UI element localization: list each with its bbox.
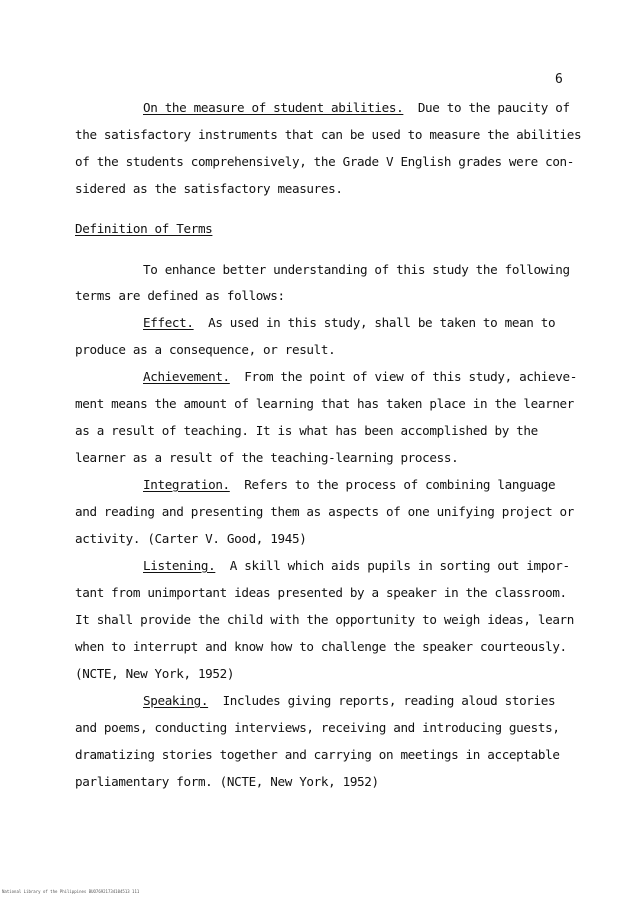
paragraph-line: learner as a result of the teaching-learning process. — [75, 450, 459, 465]
paragraph-line: terms are defined as follows: — [75, 288, 285, 303]
paragraph-line: and reading and presenting them as aspects of one unifying project or — [75, 504, 575, 519]
paragraph-line: when to interrupt and know how to challenge the speaker courteously. — [75, 639, 567, 654]
paragraph-line: as a result of teaching. It is what has been accomplished by the — [75, 423, 538, 438]
definition-effect: Effect. As used in this study, shall be taken to mean to — [143, 315, 556, 330]
paragraph-line: of the students comprehensively, the Grade V English grades were con- — [75, 154, 575, 169]
paragraph-line: produce as a consequence, or result. — [75, 342, 336, 357]
paragraph-line: On the measure of student abilities. Due to the paucity of — [143, 100, 570, 115]
paragraph-line: and poems, conducting interviews, receiving and introducing guests, — [75, 720, 560, 735]
page-number: 6 — [555, 72, 563, 87]
paragraph-line: tant from unimportant ideas presented by a speaker in the classroom. — [75, 585, 567, 600]
term-speaking: Speaking. — [143, 693, 209, 708]
term-integration: Integration. — [143, 477, 230, 492]
paragraph-line: dramatizing stories together and carrying on meetings in acceptable — [75, 747, 560, 762]
definition-speaking: Speaking. Includes giving reports, reading aloud stories — [143, 693, 556, 708]
definition-listening: Listening. A skill which aids pupils in sorting out impor- — [143, 558, 570, 573]
paragraph-line: It shall provide the child with the opportunity to weigh ideas, learn — [75, 612, 575, 627]
paragraph-line: (NCTE, New York, 1952) — [75, 666, 235, 681]
paragraph-line: ment means the amount of learning that has taken place in the learner — [75, 396, 575, 411]
paragraph-line: sidered as the satisfactory measures. — [75, 181, 343, 196]
definition-integration: Integration. Refers to the process of combining language — [143, 477, 556, 492]
paragraph-line: activity. (Carter V. Good, 1945) — [75, 531, 307, 546]
library-footer: National Library of the Philippines BUO76921734104513 111 — [2, 889, 140, 894]
paragraph-heading-measure: On the measure of student abilities. — [143, 100, 404, 115]
term-effect: Effect. — [143, 315, 194, 330]
paragraph-line: parliamentary form. (NCTE, New York, 1952) — [75, 774, 379, 789]
paragraph-line: To enhance better understanding of this study the following — [143, 262, 570, 277]
paragraph-line: the satisfactory instruments that can be used to measure the abilities — [75, 127, 582, 142]
term-listening: Listening. — [143, 558, 216, 573]
term-achievement: Achievement. — [143, 369, 230, 384]
section-heading: Definition of Terms — [75, 221, 213, 236]
definition-achievement: Achievement. From the point of view of this study, achieve- — [143, 369, 577, 384]
